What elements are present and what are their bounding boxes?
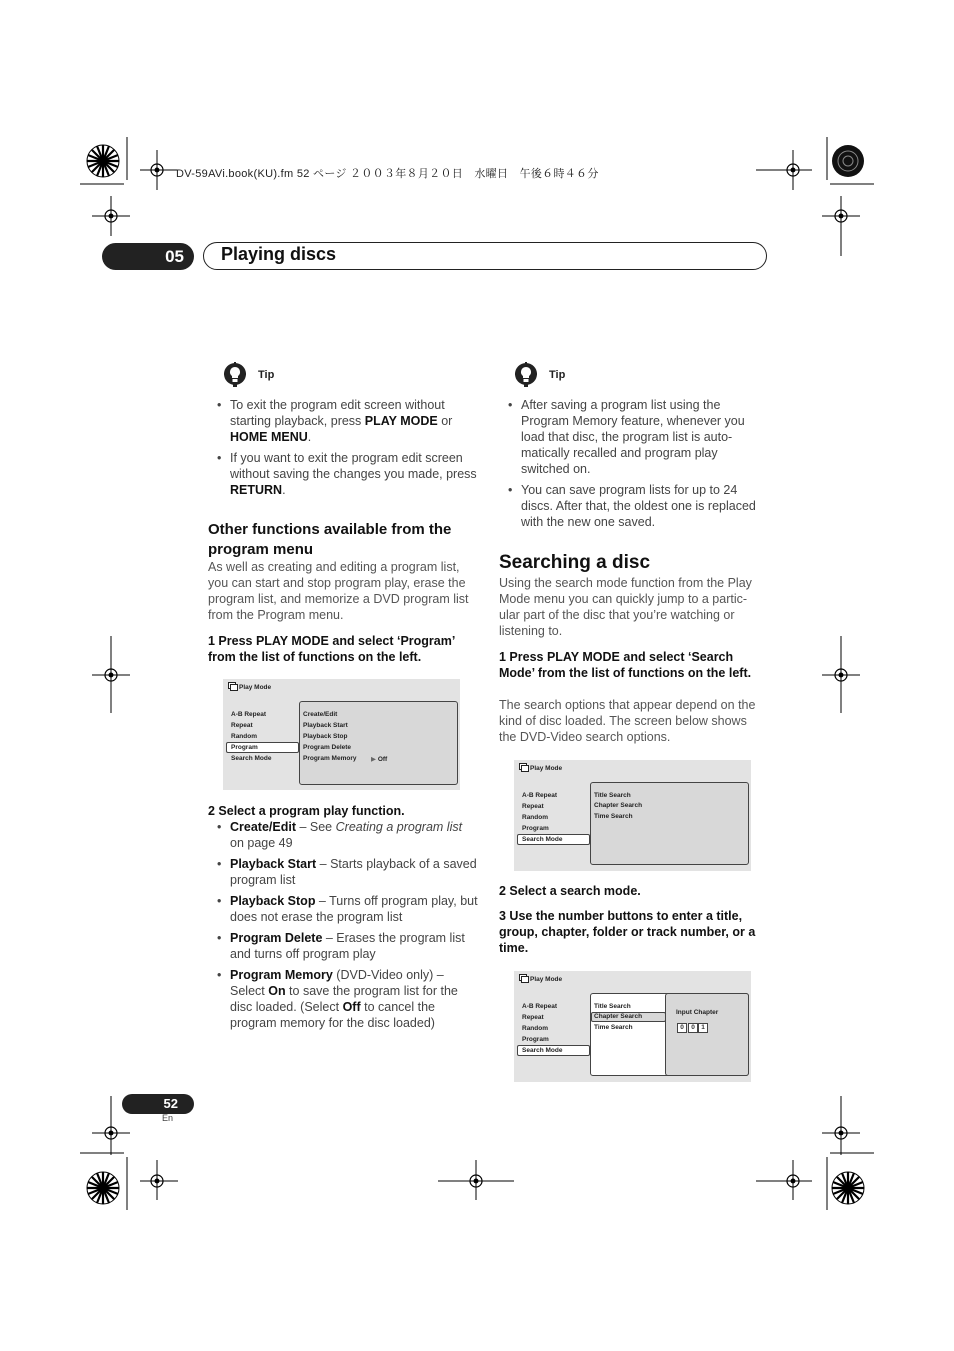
osd-program-menu [223, 679, 460, 790]
osd-option: Program Memory [303, 755, 357, 762]
lightbulb-icon [514, 362, 538, 388]
osd-input-digit: 0 [688, 1023, 698, 1033]
osd-option: Chapter Search [594, 802, 643, 809]
osd-title: Play Mode [530, 976, 563, 983]
osd-input-digit: 1 [698, 1023, 708, 1033]
osd-option: Title Search [594, 1003, 631, 1010]
function-item: • Playback Start – Starts playback of a saved program list [217, 856, 479, 888]
osd-menu-item: A-B Repeat [231, 711, 267, 718]
osd-title: Play Mode [239, 684, 272, 691]
osd-menu-item: Search Mode [231, 755, 272, 762]
osd-menu-item: Random [231, 733, 257, 740]
tip-item: • If you want to exit the program edit screen without saving the changes you made, press RETURN. [217, 450, 477, 498]
intro-searching: Using the search mode function from the Play Mode menu you can quickly jump to a partic-ular part of the disc that you’re watching or listening to. [499, 576, 752, 638]
page-language: En [162, 1113, 174, 1123]
osd-option: Time Search [594, 813, 633, 820]
osd-menu-item: A-B Repeat [522, 792, 558, 799]
osd-memory-value: ▶ Off [371, 756, 388, 763]
tip-heading-right [514, 362, 634, 390]
function-item: • Create/Edit – See Creating a program list on page 49 [217, 819, 479, 851]
step-1-search: 1 Press PLAY MODE and select ‘Search Mode’ from the list of functions on the left. [499, 650, 752, 680]
osd-input-panel [665, 993, 749, 1076]
osd-option: Playback Stop [303, 733, 348, 740]
osd-menu-item: Repeat [231, 722, 253, 729]
osd-option: Time Search [594, 1024, 633, 1031]
play-mode-icon [228, 682, 238, 691]
play-mode-icon [519, 974, 529, 983]
page-number: 52 [122, 1094, 194, 1114]
function-item: • Playback Stop – Turns off program play, but does not erase the program list [217, 893, 479, 925]
osd-input-label: Input Chapter [676, 1009, 719, 1016]
tip-item: • After saving a program list using the Program Memory feature, whenever you load that disc, the program list is auto-matically recalled and program play switched on. [508, 397, 766, 477]
osd-input-digit: 0 [677, 1023, 687, 1033]
osd-option: Chapter Search [594, 1013, 643, 1020]
step-1-note: The search options that appear depend on the kind of disc loaded. The screen below shows the DVD-Video search options. [499, 698, 756, 744]
osd-title: Play Mode [530, 765, 563, 772]
tip-heading-left [223, 362, 343, 390]
section-heading-program-menu: Other functions available from the program menu [208, 521, 452, 558]
osd-option: Playback Start [303, 722, 348, 729]
chapter-title: Playing discs [221, 244, 337, 264]
tip-item: • To exit the program edit screen without starting playback, press PLAY MODE or HOME MENU. [217, 397, 477, 445]
lightbulb-icon [223, 362, 247, 388]
osd-option: Program Delete [303, 744, 352, 751]
step-1-program: 1 Press PLAY MODE and select ‘Program’ from the list of functions on the left. [208, 634, 455, 664]
osd-menu-item: Repeat [522, 803, 544, 810]
play-triangle-icon: ▶ [371, 756, 378, 763]
tip-list-left [217, 397, 477, 503]
osd-option: Create/Edit [303, 711, 338, 718]
osd-input-chapter [514, 971, 751, 1082]
section-heading-searching: Searching a disc [499, 552, 651, 573]
play-mode-icon [519, 763, 529, 772]
osd-menu-item: Program [231, 744, 258, 751]
function-item: • Program Memory (DVD-Video only) – Select On to save the program list for the disc loaded. (Select Off to cancel the program memory for the disc loaded) [217, 967, 479, 1031]
function-item: • Program Delete – Erases the program list and turns off program play [217, 930, 479, 962]
tip-item: • You can save program lists for up to 24 discs. After that, the oldest one is replaced with the new one saved. [508, 482, 766, 530]
print-file-info: DV-59AVi.book(KU).fm 52 ページ ２００３年８月２０日 水曜日 午後６時４６分 [176, 168, 599, 180]
tip-list-right [508, 397, 766, 535]
osd-menu-item: A-B Repeat [522, 1003, 558, 1010]
osd-menu-item: Search Mode [522, 1047, 563, 1054]
osd-menu-item: Program [522, 1036, 549, 1043]
osd-menu-item: Search Mode [522, 836, 563, 843]
osd-menu-item: Random [522, 1025, 548, 1032]
osd-search-menu [514, 760, 751, 871]
step-3-search: 3 Use the number buttons to enter a title, group, chapter, folder or track number, or a time. [499, 909, 756, 955]
osd-menu-item: Random [522, 814, 548, 821]
osd-menu-item: Repeat [522, 1014, 544, 1021]
step-2-search: 2 Select a search mode. [499, 884, 641, 898]
chapter-number: 05 [102, 243, 194, 270]
step-2-program: 2 Select a program play function. [208, 804, 405, 818]
osd-option: Title Search [594, 792, 631, 799]
tip-label: Tip [258, 369, 275, 381]
osd-menu-item: Program [522, 825, 549, 832]
function-list [217, 819, 479, 1036]
tip-label: Tip [549, 369, 566, 381]
intro-program-menu: As well as creating and editing a program list, you can start and stop program play, erase the program list, and memorize a DVD program list from the Program menu. [208, 560, 469, 622]
chapter-title-box [203, 242, 767, 270]
